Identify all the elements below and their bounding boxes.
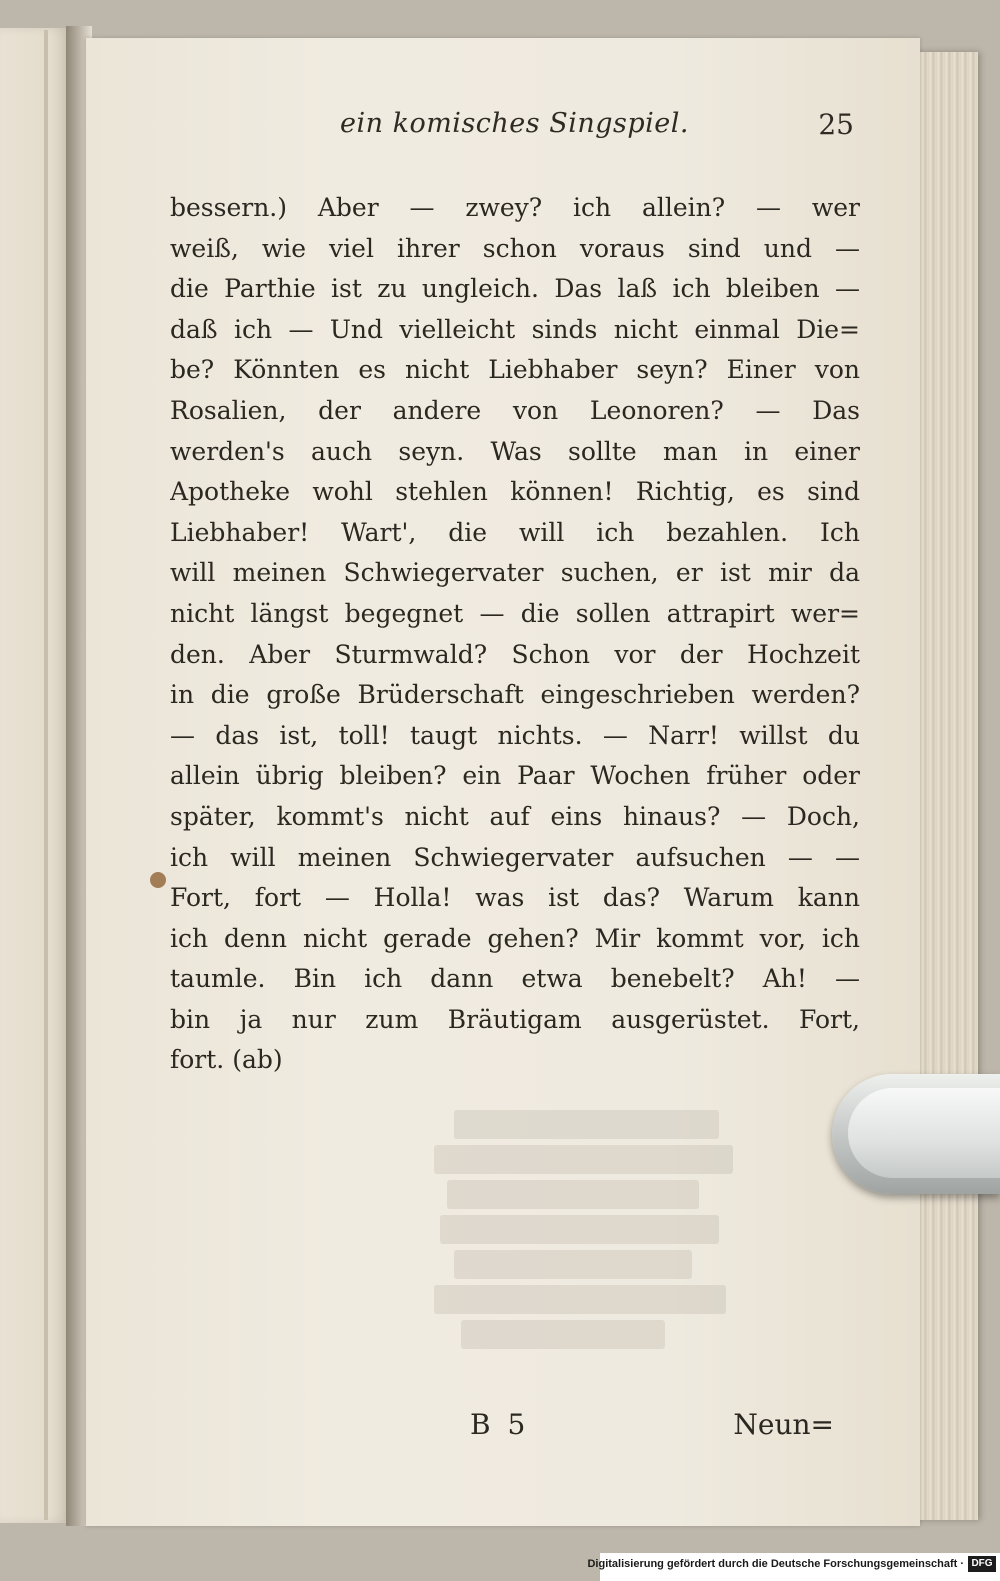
text-line-last: fort. (ab) xyxy=(170,1045,283,1075)
text-line: Fort, fort — Holla! was ist das? Warum kann xyxy=(170,883,860,913)
running-title: ein komisches Singspiel. xyxy=(340,108,689,139)
text-line: Apotheke wohl stehlen können! Richtig, es sind xyxy=(170,477,860,507)
text-line: Liebhaber! Wart', die will ich bezahlen. Ich xyxy=(170,517,860,547)
text-line: werden's auch seyn. Was sollte man in einer xyxy=(170,436,860,466)
text-line: ich denn nicht gerade gehen? Mir kommt vor, ich xyxy=(170,923,860,953)
text-line: allein übrig bleiben? ein Paar Wochen früher oder xyxy=(170,761,860,791)
text-line: Rosalien, der andere von Leonoren? — Das xyxy=(170,395,860,425)
catchword: Neun= xyxy=(733,1408,834,1441)
text-line: bessern.) Aber — zwey? ich allein? — wer xyxy=(170,193,860,222)
text-line: — das ist, toll! taugt nichts. — Narr! willst du xyxy=(170,720,860,750)
text-line: bin ja nur zum Bräutigam ausgerüstet. Fort, xyxy=(170,1004,860,1034)
text-line: be? Könnten es nicht Liebhaber seyn? Einer von xyxy=(170,355,860,385)
glass-page-weight-highlight xyxy=(848,1088,1000,1178)
funding-credit: Digitalisierung gefördert durch die Deutsche Forschungsgemeinschaft · xyxy=(587,1558,964,1570)
text-line: in die große Brüderschaft eingeschrieben werden? xyxy=(170,680,860,710)
signature-mark: B 5 xyxy=(470,1408,530,1441)
page-edges xyxy=(912,52,978,1520)
text-line: weiß, wie viel ihrer schon voraus sind und — xyxy=(170,233,860,263)
left-page-fold xyxy=(44,30,48,1520)
text-line: ich will meinen Schwiegervater aufsuchen — — xyxy=(170,842,860,872)
text-line: später, kommt's nicht auf eins hinaus? — Doch, xyxy=(170,801,860,831)
body-text xyxy=(170,188,860,1081)
text-line: taumle. Bin ich dann etwa benebelt? Ah! — xyxy=(170,964,860,994)
left-page-edge xyxy=(0,28,72,1523)
page-footer xyxy=(170,1408,860,1452)
ink-stain xyxy=(150,872,166,888)
text-line: will meinen Schwiegervater suchen, er ist mir da xyxy=(170,558,860,588)
page-number: 25 xyxy=(818,108,854,141)
text-line: den. Aber Sturmwald? Schon vor der Hochzeit xyxy=(170,639,860,669)
text-line: nicht längst begegnet — die sollen attrapirt wer= xyxy=(170,598,860,628)
dfg-logo-icon: DFG xyxy=(968,1556,996,1572)
text-line: daß ich — Und vielleicht sinds nicht einmal Die= xyxy=(170,314,860,344)
text-line: die Parthie ist zu ungleich. Das laß ich bleiben — xyxy=(170,274,860,304)
show-through-text xyxy=(420,1110,760,1380)
running-head xyxy=(170,108,860,148)
credit-bar xyxy=(587,1553,1000,1581)
